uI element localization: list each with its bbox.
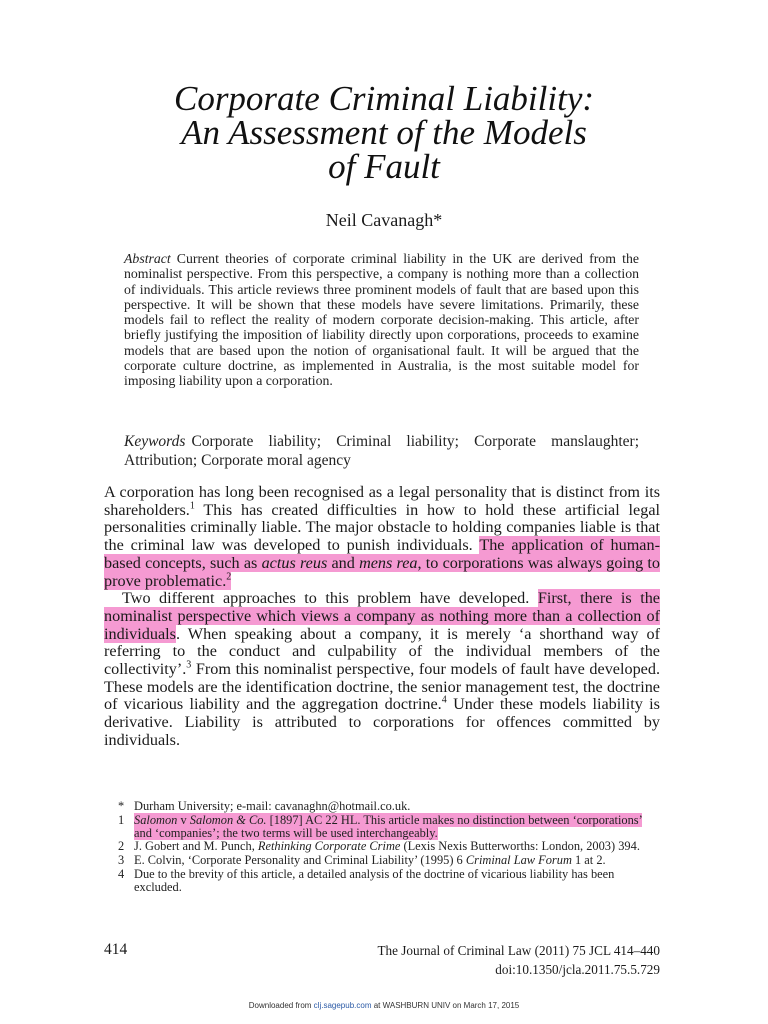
abstract-text: Current theories of corporate criminal liability in the UK are derived from the nominalist perspective. From this perspective, a company is nothing more than a collection of individuals. This article reviews three prominent models of fault that are based upon this perspective. It will be shown that these models have severe limitations. Primarily, these models fail to reflect the reality of modern corporate decision-making. This article, after briefly justifying the imposition of liability directly upon corporations, proceeds to examine models that are based upon the notion of organisational fault. It will be argued that the corporate culture doctrine, as implemented in Australia, is the most suitable model for imposing liability upon a corporation.: [124, 251, 639, 389]
footnote-marker: *: [118, 799, 125, 813]
text-run: From this nominalist perspective, four models of fault have developed. These models are the identification doctrine, the senior management test, the doctrine of vicarious liability and the aggregation doctrine.: [104, 660, 660, 714]
footnotes: [118, 800, 648, 895]
footnote-star: [118, 800, 648, 813]
highlight-2: First, there is the nominalist perspective which views a company as nothing more than a collection of individuals: [104, 589, 660, 643]
case-name: Salomon: [134, 812, 178, 827]
footnote-ref-1[interactable]: 1: [189, 500, 195, 512]
term-mens-rea: mens rea: [359, 553, 418, 572]
text-run: Downloaded from: [248, 1001, 314, 1010]
download-notice: [0, 1001, 768, 1010]
text-run: [1897] AC 22 HL. This article makes no distinction between ‘corporations’ and ‘companies’; the two terms will be used interchangeably.: [134, 812, 642, 840]
keywords-label: Keywords: [124, 433, 186, 450]
footnote-ref-2[interactable]: 2: [226, 571, 232, 583]
paragraph-2: [104, 590, 660, 749]
footnote-ref-3[interactable]: 3: [186, 659, 192, 671]
abstract: [124, 251, 639, 389]
footnote-1-highlight: [134, 813, 642, 840]
page-number: 414: [104, 941, 128, 958]
text-run: 1 at 2.: [571, 853, 606, 868]
text-run: J. Gobert and M. Punch,: [134, 839, 258, 854]
title-line-1: Corporate Criminal Liability:: [173, 79, 595, 118]
abstract-label: Abstract: [124, 251, 171, 266]
case-name: Salomon & Co.: [189, 812, 267, 827]
paragraph-1: [104, 484, 660, 590]
footnote-1: [118, 814, 648, 840]
title-line-2: An Assessment of the Models: [181, 113, 587, 152]
footnote-text: Durham University; e-mail: cavanaghn@hotmail.co.uk.: [134, 799, 411, 813]
journal-title: Criminal Law Forum: [465, 853, 572, 868]
term-actus-reus: actus reus: [261, 553, 328, 572]
journal-citation: The Journal of Criminal Law (2011) 75 JCL 414–440: [377, 943, 660, 958]
footnote-marker: 1: [118, 812, 125, 827]
footnote-ref-4[interactable]: 4: [441, 695, 447, 707]
author-name: Neil Cavanagh*: [325, 210, 443, 230]
text-run: Under these models liability is derivative. Liability is attributed to corporations for offences committed by individuals.: [104, 695, 660, 749]
text-run: This has created difficulties in how to hold these artificial legal personalities criminally liable. The major obstacle to holding companies liable is that the criminal law was developed to punish individuals.: [104, 500, 660, 555]
text-run: (Lexis Nexis Butterworths: London, 2003) 394.: [400, 839, 640, 854]
footnote-2: [118, 840, 648, 853]
keywords-text: Corporate liability; Criminal liability; Corporate manslaughter; Attribution; Corporate moral agency: [124, 433, 639, 469]
footnote-marker: 2: [118, 839, 125, 854]
footnote-marker: 4: [118, 866, 125, 881]
journal-info: [377, 941, 660, 979]
book-title: Rethinking Corporate Crime: [257, 839, 401, 854]
text-run: v: [177, 812, 190, 827]
text-run: E. Colvin, ‘Corporate Personality and Criminal Liability’ (1995) 6: [134, 853, 466, 868]
footnote-3: [118, 854, 648, 867]
text-run: Two different approaches to this problem have developed.: [122, 589, 538, 608]
text-run: . When speaking about a company, it is merely ‘a shorthand way of referring to the conduct and culpability of the individual members of the collectivity’.: [104, 624, 660, 679]
text-run: at WASHBURN UNIV on March 17, 2015: [371, 1001, 520, 1010]
source-link[interactable]: clj.sagepub.com: [313, 1001, 372, 1010]
keywords: [124, 432, 639, 470]
footnote-4: [118, 868, 648, 894]
doi: doi:10.1350/jcla.2011.75.5.729: [495, 962, 660, 977]
text-run: The application of human-based concepts, such as: [104, 536, 660, 572]
article-title: [0, 79, 768, 186]
title-line-3: of Fault: [328, 147, 440, 186]
footnote-marker: 3: [118, 853, 125, 868]
text-run: A corporation has long been recognised as a legal personality that is distinct from its shareholders.: [104, 483, 660, 519]
body-text: [104, 484, 660, 750]
text-run: , to corporations was always going to prove problematic.: [104, 553, 660, 590]
text-run: and: [327, 553, 360, 572]
footnote-text: Due to the brevity of this article, a detailed analysis of the doctrine of vicarious liability has been excluded.: [134, 866, 615, 894]
